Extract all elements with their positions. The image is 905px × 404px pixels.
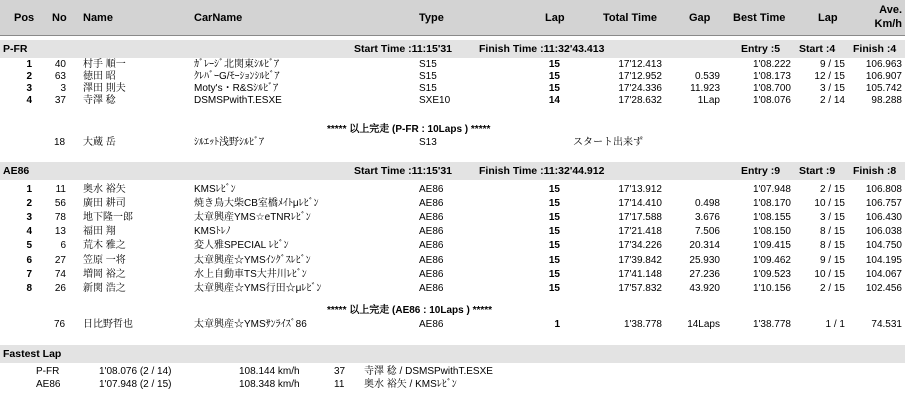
class-bar-ae86	[0, 162, 905, 180]
gap: 7.506	[694, 226, 720, 238]
total-time: 17'24.336	[618, 83, 662, 95]
average-speed: 106.963	[865, 59, 902, 70]
fastest-speed: 108.144 km/h	[239, 366, 300, 377]
result-row	[0, 255, 905, 267]
average-speed: 106.038	[865, 226, 902, 238]
dnf-row	[0, 137, 905, 149]
finish-note-ae86: ***** 以上完走 (AE86 : 10Laps ) *****	[327, 305, 493, 316]
best-time: 1'38.778	[752, 319, 791, 330]
car-type: AE86	[419, 319, 444, 330]
gap: 3.676	[694, 212, 720, 224]
total-time: 17'57.832	[618, 282, 662, 294]
col-ave-unit: Km/h	[874, 18, 902, 30]
car-number: 13	[54, 226, 66, 238]
fastest-lap-row	[0, 379, 905, 391]
car-name: 太章興産☆YMSｲﾝｸﾞｽﾚﾋﾞﾝ	[194, 254, 311, 266]
car-number: 74	[54, 268, 66, 280]
average-speed: 106.430	[865, 212, 902, 224]
entry-count: Entry :9	[741, 165, 781, 177]
car-name: Moty's・R&Sｼﾙﾋﾞｱ	[194, 83, 279, 95]
average-speed: 98.288	[871, 95, 902, 107]
position: 8	[26, 282, 32, 294]
driver-name: 福田 翔	[83, 226, 116, 238]
gap: 0.539	[694, 71, 720, 83]
car-number: 26	[54, 282, 66, 294]
car-name: 水上自動車TS大井川ﾚﾋﾞﾝ	[194, 268, 307, 280]
best-time: 1'09.523	[752, 268, 791, 280]
col-pos: Pos	[14, 12, 35, 24]
lap-count: 15	[548, 184, 560, 195]
entry-count: Entry :5	[741, 43, 781, 55]
car-number: 11	[334, 379, 345, 390]
total-time: 17'21.418	[618, 226, 662, 238]
car-number: 40	[54, 59, 66, 70]
driver-name: 増岡 裕之	[83, 268, 126, 280]
driver-name: 廣田 耕司	[83, 198, 126, 210]
driver-and-car: 奥水 裕矢 / KMSﾚﾋﾞﾝ	[364, 379, 457, 390]
car-number: 56	[54, 198, 66, 210]
best-lap: 9 / 15	[819, 254, 845, 266]
position: 4	[26, 226, 32, 238]
car-number: 63	[54, 71, 66, 83]
fastest-lap-title: Fastest Lap	[3, 348, 62, 360]
lap-count: 15	[548, 212, 560, 224]
result-row	[0, 283, 905, 295]
car-type: S15	[419, 83, 437, 95]
total-time: 17'12.413	[618, 59, 662, 70]
lap-count: 15	[548, 254, 560, 266]
driver-name: 新関 浩之	[83, 282, 126, 294]
result-row	[0, 184, 905, 196]
driver-name: 大蔵 岳	[83, 137, 116, 148]
driver-and-car: 寺澤 稔 / DSMSPwithT.ESXE	[364, 366, 493, 377]
result-row	[0, 83, 905, 95]
average-speed: 102.456	[865, 282, 902, 294]
best-time: 1'07.948	[752, 184, 791, 195]
car-number: 78	[54, 212, 66, 224]
driver-name: 澤田 則夫	[83, 83, 126, 95]
driver-name: 地下隆一郎	[83, 212, 133, 224]
gap: 11.923	[690, 83, 720, 95]
result-row	[0, 198, 905, 210]
finish-time: Finish Time :11:32'43.413	[479, 43, 605, 55]
best-lap: 3 / 15	[819, 212, 845, 224]
class-bar-pfr	[0, 40, 905, 58]
best-lap: 2 / 15	[819, 282, 845, 294]
average-speed: 74.531	[871, 319, 902, 330]
lap-count: 15	[548, 83, 560, 95]
car-number: 37	[54, 95, 66, 107]
extra-row	[0, 319, 905, 331]
average-speed: 106.907	[865, 71, 902, 83]
lap-count: 15	[548, 198, 560, 210]
class-name: P-FR	[3, 43, 28, 55]
col-no: No	[52, 12, 67, 24]
car-number: 3	[60, 83, 66, 95]
car-type: AE86	[419, 240, 444, 252]
car-name: DSMSPwithT.ESXE	[194, 95, 282, 107]
finish-count: Finish :4	[853, 43, 897, 55]
results-table-header	[0, 0, 905, 36]
gap: 1Lap	[697, 95, 720, 107]
col-type: Type	[419, 12, 444, 24]
col-total-time: Total Time	[603, 12, 657, 24]
average-speed: 106.757	[865, 198, 902, 210]
car-type: S15	[419, 59, 437, 70]
gap: 14Laps	[687, 319, 720, 330]
start-count: Start :9	[799, 165, 836, 177]
car-number: 76	[54, 319, 66, 330]
driver-name: 寺澤 稔	[83, 95, 116, 107]
fastest-lap-row	[0, 366, 905, 378]
finish-time: Finish Time :11:32'44.912	[479, 165, 605, 177]
position: 3	[26, 212, 32, 224]
car-number: 37	[334, 366, 346, 377]
start-time: Start Time :11:15'31	[354, 43, 453, 55]
col-name: Name	[83, 12, 113, 24]
col-carname: CarName	[194, 12, 243, 24]
best-lap: 10 / 15	[814, 268, 845, 280]
lap-count: 15	[548, 226, 560, 238]
result-row	[0, 59, 905, 71]
best-time: 1'08.700	[752, 83, 791, 95]
col-gap: Gap	[689, 12, 711, 24]
car-number: 18	[54, 137, 66, 148]
best-time: 1'08.222	[752, 59, 791, 70]
car-name: KMSﾄﾚﾉ	[194, 226, 231, 238]
position: 4	[26, 95, 32, 107]
best-time: 1'09.462	[752, 254, 791, 266]
lap-count: 15	[548, 268, 560, 280]
average-speed: 105.742	[865, 83, 902, 95]
total-time: 17'39.842	[618, 254, 662, 266]
car-type: AE86	[419, 282, 444, 294]
car-type: AE86	[419, 198, 444, 210]
class-name: P-FR	[36, 366, 60, 377]
best-lap: 2 / 15	[819, 184, 845, 195]
car-number: 27	[54, 254, 66, 266]
result-row	[0, 71, 905, 83]
car-number: 11	[55, 184, 66, 195]
position: 6	[26, 254, 32, 266]
car-name: ｼﾙｴｯﾄ浅野ｼﾙﾋﾞｱ	[194, 137, 264, 148]
car-name: 太章興産☆YMSｻﾝﾗｲｽﾞ86	[194, 319, 307, 330]
lap-count: 15	[548, 59, 560, 70]
best-lap: 10 / 15	[814, 198, 845, 210]
car-type: AE86	[419, 268, 444, 280]
best-lap: 3 / 15	[819, 83, 845, 95]
gap: 27.236	[689, 268, 720, 280]
result-row	[0, 212, 905, 224]
position: 2	[26, 198, 32, 210]
fastest-time: 1'08.076 (2 / 14)	[99, 366, 172, 377]
gap: 0.498	[694, 198, 720, 210]
best-lap: 12 / 15	[814, 71, 845, 83]
col-ave: Ave.	[879, 4, 902, 16]
car-name: 変人雅SPECIAL ﾚﾋﾞﾝ	[194, 240, 289, 252]
best-lap: 2 / 14	[819, 95, 845, 107]
lap-count: 15	[548, 282, 560, 294]
gap: 20.314	[689, 240, 720, 252]
total-time: 17'17.588	[618, 212, 662, 224]
position: 2	[26, 71, 32, 83]
finish-count: Finish :8	[853, 165, 897, 177]
driver-name: 村手 順一	[83, 59, 126, 70]
lap-count: 1	[554, 319, 560, 330]
col-lap: Lap	[545, 12, 565, 24]
average-speed: 104.750	[865, 240, 902, 252]
best-time: 1'08.155	[752, 212, 791, 224]
result-row	[0, 226, 905, 238]
result-row	[0, 240, 905, 252]
lap-count: 14	[548, 95, 560, 107]
car-name: KMSﾚﾋﾞﾝ	[194, 184, 236, 195]
fastest-lap-bar	[0, 345, 905, 363]
total-time: 17'41.148	[618, 268, 662, 280]
best-lap: 1 / 1	[825, 319, 845, 330]
car-type: SXE10	[419, 95, 451, 107]
position: 5	[26, 240, 32, 252]
col-best-time: Best Time	[733, 12, 786, 24]
total-time: 17'34.226	[618, 240, 662, 252]
fastest-time: 1'07.948 (2 / 15)	[99, 379, 172, 390]
best-lap: 8 / 15	[819, 226, 845, 238]
position: 1	[26, 184, 32, 195]
total-time: 17'28.632	[618, 95, 662, 107]
lap-count: 15	[548, 240, 560, 252]
best-time: 1'08.173	[752, 71, 791, 83]
gap: 25.930	[689, 254, 720, 266]
car-type: AE86	[419, 184, 444, 195]
car-name: 太章興産☆YMS行田☆μﾚﾋﾞﾝ	[194, 282, 322, 294]
driver-name: 奥水 裕矢	[83, 184, 126, 195]
position: 7	[26, 268, 32, 280]
col-best-lap: Lap	[818, 12, 838, 24]
best-time: 1'08.170	[752, 198, 791, 210]
car-type: AE86	[419, 212, 444, 224]
class-name: AE86	[36, 379, 61, 390]
total-time: 17'12.952	[618, 71, 662, 83]
car-type: AE86	[419, 226, 444, 238]
total-time: 17'14.410	[618, 198, 662, 210]
best-time: 1'10.156	[752, 282, 791, 294]
car-name: 焼き鳥大柴CB室橋ﾒｲﾄμﾚﾋﾞﾝ	[194, 198, 319, 210]
best-lap: 9 / 15	[819, 59, 845, 70]
best-time: 1'09.415	[752, 240, 791, 252]
result-row	[0, 95, 905, 107]
lap-count: 15	[548, 71, 560, 83]
gap: 43.920	[689, 282, 720, 294]
position: 3	[26, 83, 32, 95]
car-type: S13	[419, 137, 437, 148]
class-name: AE86	[3, 165, 30, 177]
position: 1	[26, 59, 32, 70]
start-count: Start :4	[799, 43, 836, 55]
car-number: 6	[60, 240, 66, 252]
finish-note-pfr: ***** 以上完走 (P-FR : 10Laps ) *****	[327, 124, 491, 135]
car-type: AE86	[419, 254, 444, 266]
result-row	[0, 269, 905, 281]
average-speed: 104.067	[865, 268, 902, 280]
car-name: ｸﾚﾊﾞｰG/ﾓｰｼｮﾝｼﾙﾋﾞｱ	[194, 71, 280, 83]
best-time: 1'08.150	[752, 226, 791, 238]
car-type: S15	[419, 71, 437, 83]
total-time: 17'13.912	[618, 184, 662, 195]
best-lap: 8 / 15	[819, 240, 845, 252]
total-time: 1'38.778	[623, 319, 662, 330]
driver-name: 徳田 昭	[83, 71, 116, 83]
average-speed: 104.195	[865, 254, 902, 266]
average-speed: 106.808	[865, 184, 902, 195]
dnf-status: スタート出来ず	[573, 137, 643, 148]
fastest-speed: 108.348 km/h	[239, 379, 300, 390]
start-time: Start Time :11:15'31	[354, 165, 453, 177]
car-name: 太章興産YMS☆eTNRﾚﾋﾞﾝ	[194, 212, 311, 224]
car-name: ｶﾞﾚｰｼﾞ北関東ｼﾙﾋﾞｱ	[194, 59, 279, 70]
driver-name: 荒木 雅之	[83, 240, 126, 252]
driver-name: 日比野哲也	[83, 319, 133, 330]
driver-name: 笠原 一将	[83, 254, 126, 266]
best-time: 1'08.076	[752, 95, 791, 107]
